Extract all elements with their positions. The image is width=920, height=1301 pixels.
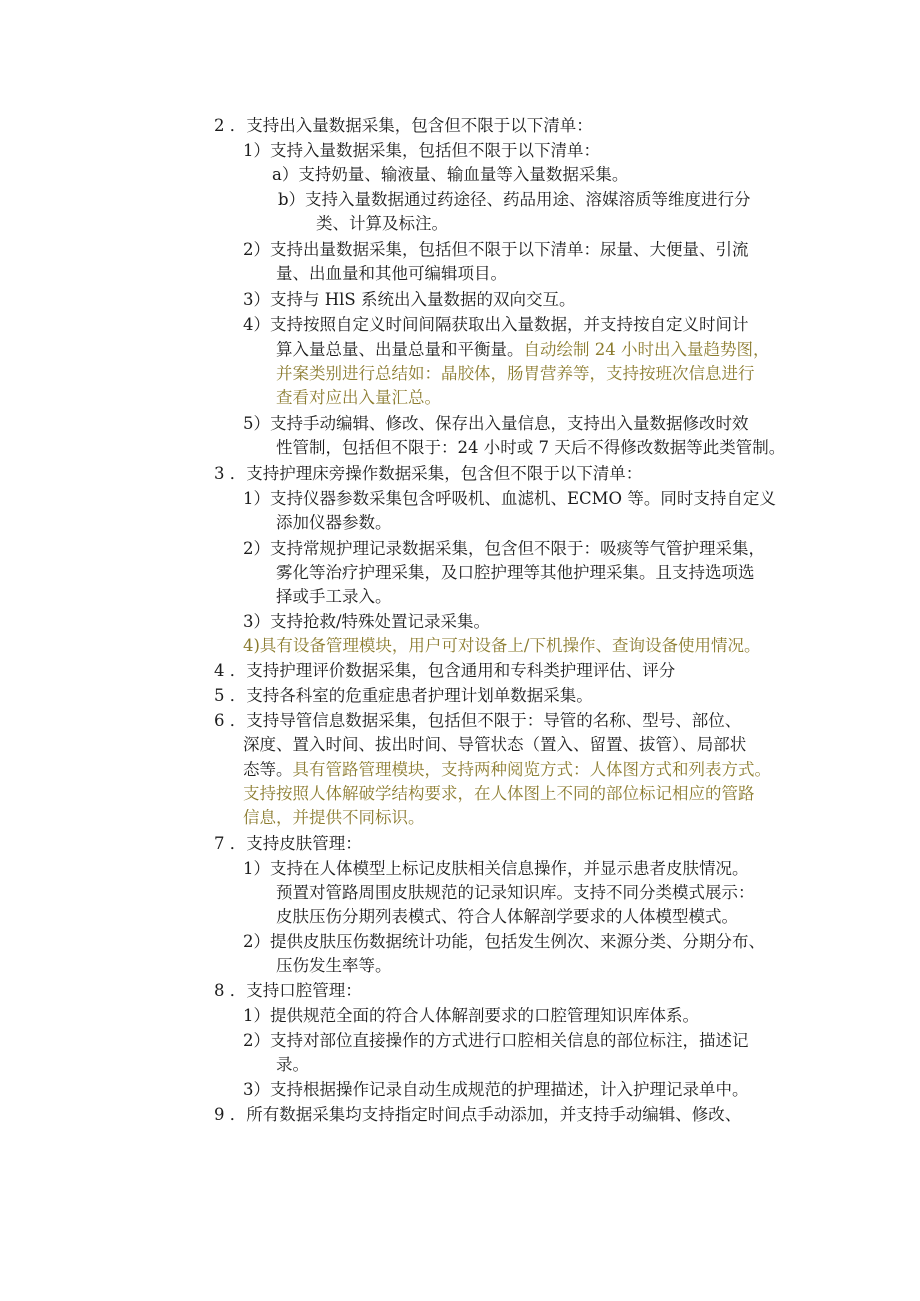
list-item-continuation: 预置对管路周围皮肤规范的记录知识库。支持不同分类模式展示： — [276, 883, 755, 902]
list-item: 1）提供规范全面的符合人体解剖要求的口腔管理知识库体系。 — [243, 1006, 699, 1025]
paragraph-line: 支持按照人体解破学结构要求，在人体图上不同的部位标记相应的管路 — [243, 784, 755, 803]
list-item-continuation: 压伤发生率等。 — [276, 956, 392, 975]
list-item: 4)具有设备管理模块，用户可对设备上/下机操作、查询设备使用情况。 — [243, 636, 761, 655]
text-run: 算入量总量、出量总量和平衡量。 — [276, 340, 524, 359]
list-item: 2）支持对部位直接操作的方式进行口腔相关信息的部位标注，描述记 — [243, 1031, 749, 1050]
list-item: 2）支持常规护理记录数据采集，包含但不限于：吸痰等气管护理采集， — [243, 539, 765, 558]
text-run: 态等。 — [243, 760, 293, 779]
list-item-continuation: 性管制，包括但不限于：24 小时或 7 天后不得修改数据等此类管制。 — [276, 438, 786, 457]
list-item: 3）支持与 HlS 系统出入量数据的双向交互。 — [243, 290, 576, 309]
section-9-heading: 9 ．所有数据采集均支持指定时间点手动添加，并支持手动编辑、修改、 — [214, 1105, 742, 1124]
paragraph-line: 信息，并提供不同标识。 — [243, 808, 425, 827]
section-2-heading: 2 ．支持出入量数据采集，包含但不限于以下清单： — [214, 116, 593, 135]
list-item: 2）支持出量数据采集，包括但不限于以下清单：尿量、大便量、引流 — [243, 240, 749, 259]
highlighted-text-run: 自动绘制 24 小时出入量趋势图， — [523, 340, 770, 359]
list-item: 5）支持手动编辑、修改、保存出入量信息，支持出入量数据修改时效 — [243, 414, 749, 433]
paragraph-line — [243, 758, 771, 782]
list-item: 2）提供皮肤压伤数据统计功能，包括发生例次、来源分类、分期分布、 — [243, 932, 765, 951]
list-item-continuation — [276, 338, 770, 362]
list-item-continuation: 择或手工录入。 — [276, 587, 392, 606]
section-4-heading: 4 ．支持护理评价数据采集，包含通用和专科类护理评估、评分 — [214, 661, 676, 680]
section-5-heading: 5 ．支持各科室的危重症患者护理计划单数据采集。 — [214, 686, 593, 705]
list-item-continuation: 录。 — [276, 1055, 309, 1074]
list-item: 4）支持按照自定义时间间隔获取出入量数据，并支持按自定义时间计 — [243, 315, 749, 334]
list-item: a）支持奶量、输液量、输血量等入量数据采集。 — [272, 165, 629, 184]
list-item: 3）支持抢救/特殊处置记录采集。 — [243, 612, 491, 631]
list-item-continuation: 雾化等治疗护理采集，及口腔护理等其他护理采集。且支持选项选 — [276, 563, 755, 582]
list-item: 3）支持根据操作记录自动生成规范的护理描述，计入护理记录单中。 — [243, 1080, 749, 1099]
highlighted-text-run: 具有管路管理模块，支持两种阅览方式：人体图方式和列表方式。 — [292, 760, 771, 779]
section-7-heading: 7 ．支持皮肤管理： — [214, 834, 362, 853]
list-item-continuation: 并案类别进行总结如：晶胶体，肠胃营养等，支持按班次信息进行 — [276, 364, 755, 383]
section-8-heading: 8 ．支持口腔管理： — [214, 981, 362, 1000]
list-item-continuation: 查看对应出入量汇总。 — [276, 388, 441, 407]
list-item: 1）支持入量数据采集，包括但不限于以下清单： — [243, 141, 600, 160]
list-item-continuation: 添加仪器参数。 — [276, 513, 392, 532]
list-item-continuation: 量、出血量和其他可编辑项目。 — [276, 264, 507, 283]
list-item: 1）支持在人体模型上标记皮肤相关信息操作，并显示患者皮肤情况。 — [243, 859, 749, 878]
section-3-heading: 3 ．支持护理床旁操作数据采集，包含但不限于以下清单： — [214, 464, 643, 483]
section-6-heading: 6 ．支持导管信息数据采集，包括但不限于：导管的名称、型号、部位、 — [214, 711, 742, 730]
list-item: b）支持入量数据通过药途径、药品用途、溶媒溶质等维度进行分 — [278, 190, 751, 209]
paragraph-line: 深度、置入时间、拔出时间、导管状态（置入、留置、拔管）、局部状 — [243, 735, 747, 754]
list-item-continuation: 类、计算及标注。 — [316, 214, 448, 233]
list-item-continuation: 皮肤压伤分期列表模式、符合人体解剖学要求的人体模型模式。 — [276, 907, 738, 926]
list-item: 1）支持仪器参数采集包含呼吸机、血滤机、ECMO 等。同时支持自定义 — [243, 489, 776, 508]
